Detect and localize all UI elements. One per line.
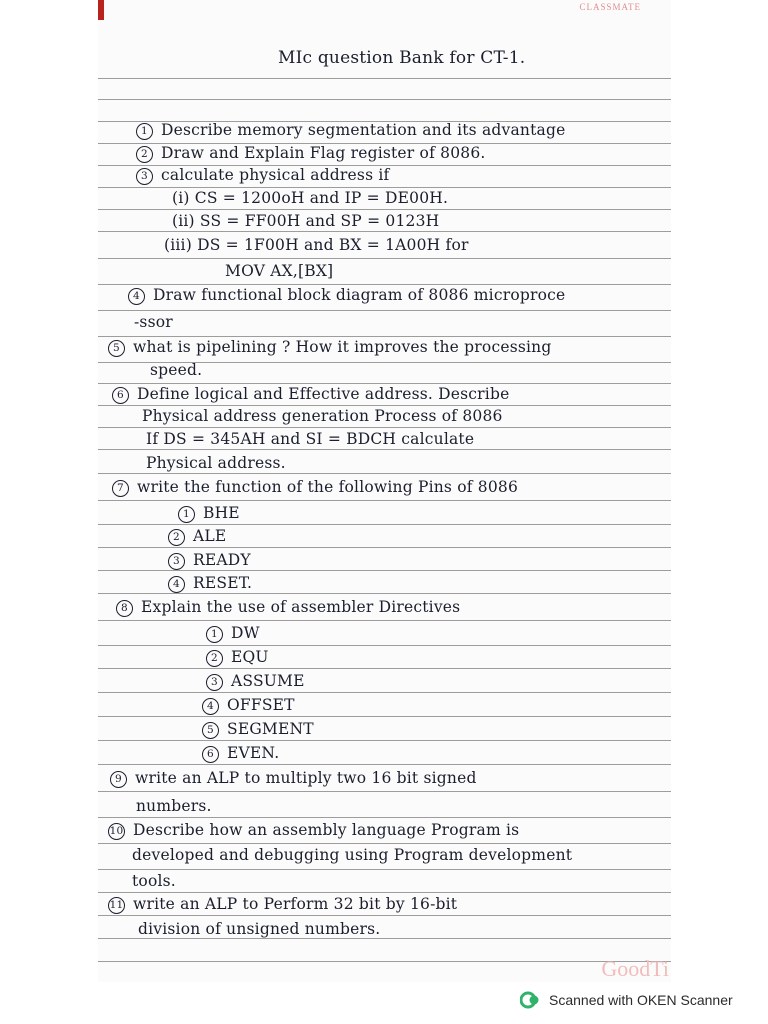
question-number: 4 <box>128 288 145 305</box>
ruled-line <box>98 547 671 548</box>
pin-item <box>168 551 251 570</box>
pin-item <box>178 504 240 523</box>
question-number: 7 <box>112 480 129 497</box>
ruled-line <box>98 791 671 792</box>
question-text: Explain the use of assembler Directives <box>141 598 461 616</box>
ruled-line <box>98 258 671 259</box>
question-text: write the function of the following Pins of 8086 <box>137 478 519 496</box>
ruled-line <box>98 692 671 693</box>
question-3 <box>136 166 389 185</box>
ruled-line <box>98 383 671 384</box>
item-text: RESET. <box>193 574 253 592</box>
directive-item <box>206 624 260 643</box>
item-text: SEGMENT <box>227 720 314 738</box>
ruled-line <box>98 473 671 474</box>
ruled-line <box>98 593 671 594</box>
question-number: 11 <box>108 897 125 914</box>
continuation-text: Physical address generation Process of 8086 <box>142 407 503 425</box>
ruled-line <box>98 869 671 870</box>
item-text: ASSUME <box>231 672 305 690</box>
directive-item <box>206 672 305 691</box>
item-number: 1 <box>178 506 195 523</box>
question-text: Describe memory segmentation and its advantage <box>161 121 566 139</box>
scanner-label: Scanned with OKEN Scanner <box>549 992 733 1008</box>
ruled-line <box>98 668 671 669</box>
pin-item <box>168 574 252 593</box>
ruled-line <box>98 892 671 893</box>
question-2 <box>136 144 486 163</box>
notebook-brand: CLASSMATE <box>579 2 641 12</box>
ruled-line <box>98 843 671 844</box>
directive-item <box>206 648 269 667</box>
item-text: ALE <box>193 527 227 545</box>
continuation-text: If DS = 345AH and SI = BDCH calculate <box>146 430 475 448</box>
item-text: READY <box>193 551 251 569</box>
question-text: Draw functional block diagram of 8086 microproce <box>153 286 566 304</box>
ruled-line <box>98 716 671 717</box>
question-10 <box>108 821 519 840</box>
continuation-text: division of unsigned numbers. <box>138 920 381 938</box>
notebook-page <box>98 0 671 982</box>
ruled-line <box>98 187 671 188</box>
ruled-line <box>98 500 671 501</box>
notebook-watermark: GoodTi <box>601 956 669 981</box>
item-number: 1 <box>206 626 223 643</box>
question-text: what is pipelining ? How it improves the processing <box>133 338 552 356</box>
question-5 <box>108 338 551 357</box>
ruled-line <box>98 938 671 939</box>
ruled-line <box>98 449 671 450</box>
ruled-line <box>98 764 671 765</box>
question-text: Define logical and Effective address. Describe <box>137 385 510 403</box>
item-number: 2 <box>206 650 223 667</box>
question-number: 2 <box>136 146 153 163</box>
item-number: 5 <box>202 722 219 739</box>
ruled-line <box>98 209 671 210</box>
continuation-text: -ssor <box>134 313 173 331</box>
question-text: Describe how an assembly language Program is <box>133 821 520 839</box>
item-number: 2 <box>168 529 185 546</box>
question-text: calculate physical address if <box>161 166 390 184</box>
item-text: EQU <box>231 648 269 666</box>
continuation-text: speed. <box>150 361 203 379</box>
ruled-line <box>98 78 671 79</box>
page-edge-mark <box>98 0 104 20</box>
ruled-line <box>98 524 671 525</box>
item-number: 3 <box>206 674 223 691</box>
ruled-line <box>98 915 671 916</box>
item-text: DW <box>231 624 260 642</box>
ruled-line <box>98 570 671 571</box>
continuation-text: numbers. <box>136 797 212 815</box>
continuation-text: Physical address. <box>146 454 286 472</box>
ruled-line <box>98 740 671 741</box>
question-4 <box>128 286 565 305</box>
item-number: 4 <box>168 576 185 593</box>
question-9 <box>110 769 477 788</box>
subpart-text: MOV AX,[BX] <box>225 262 334 280</box>
ruled-line <box>98 284 671 285</box>
subpart-text: (i) CS = 1200oH and IP = DE00H. <box>172 189 449 207</box>
oken-scanner-logo-icon <box>520 990 540 1010</box>
ruled-line <box>98 817 671 818</box>
directive-item <box>202 696 295 715</box>
question-number: 10 <box>108 823 125 840</box>
subpart-text: (iii) DS = 1F00H and BX = 1A00H for <box>164 236 469 254</box>
scanner-footer <box>520 990 733 1010</box>
ruled-line <box>98 99 671 100</box>
pin-item <box>168 527 226 546</box>
item-text: BHE <box>203 504 240 522</box>
question-number: 8 <box>116 600 133 617</box>
question-text: Draw and Explain Flag register of 8086. <box>161 144 486 162</box>
ruled-line <box>98 310 671 311</box>
question-11 <box>108 895 457 914</box>
item-text: OFFSET <box>227 696 295 714</box>
question-number: 6 <box>112 387 129 404</box>
ruled-line <box>98 961 671 962</box>
ruled-line <box>98 427 671 428</box>
directive-item <box>202 720 314 739</box>
ruled-line <box>98 620 671 621</box>
item-number: 6 <box>202 746 219 763</box>
ruled-line <box>98 405 671 406</box>
item-number: 4 <box>202 698 219 715</box>
page-title: MIc question Bank for CT-1. <box>278 48 526 68</box>
question-text: write an ALP to multiply two 16 bit signed <box>135 769 477 787</box>
question-8 <box>116 598 460 617</box>
continuation-text: tools. <box>132 872 176 890</box>
directive-item <box>202 744 279 763</box>
item-text: EVEN. <box>227 744 280 762</box>
subpart-text: (ii) SS = FF00H and SP = 0123H <box>172 212 440 230</box>
item-number: 3 <box>168 553 185 570</box>
question-6 <box>112 385 509 404</box>
continuation-text: developed and debugging using Program development <box>132 846 573 864</box>
question-number: 3 <box>136 168 153 185</box>
question-number: 9 <box>110 771 127 788</box>
ruled-line <box>98 336 671 337</box>
ruled-line <box>98 645 671 646</box>
ruled-line <box>98 231 671 232</box>
question-text: write an ALP to Perform 32 bit by 16-bit <box>133 895 458 913</box>
question-number: 5 <box>108 340 125 357</box>
question-7 <box>112 478 518 497</box>
question-1 <box>136 121 565 140</box>
question-number: 1 <box>136 123 153 140</box>
